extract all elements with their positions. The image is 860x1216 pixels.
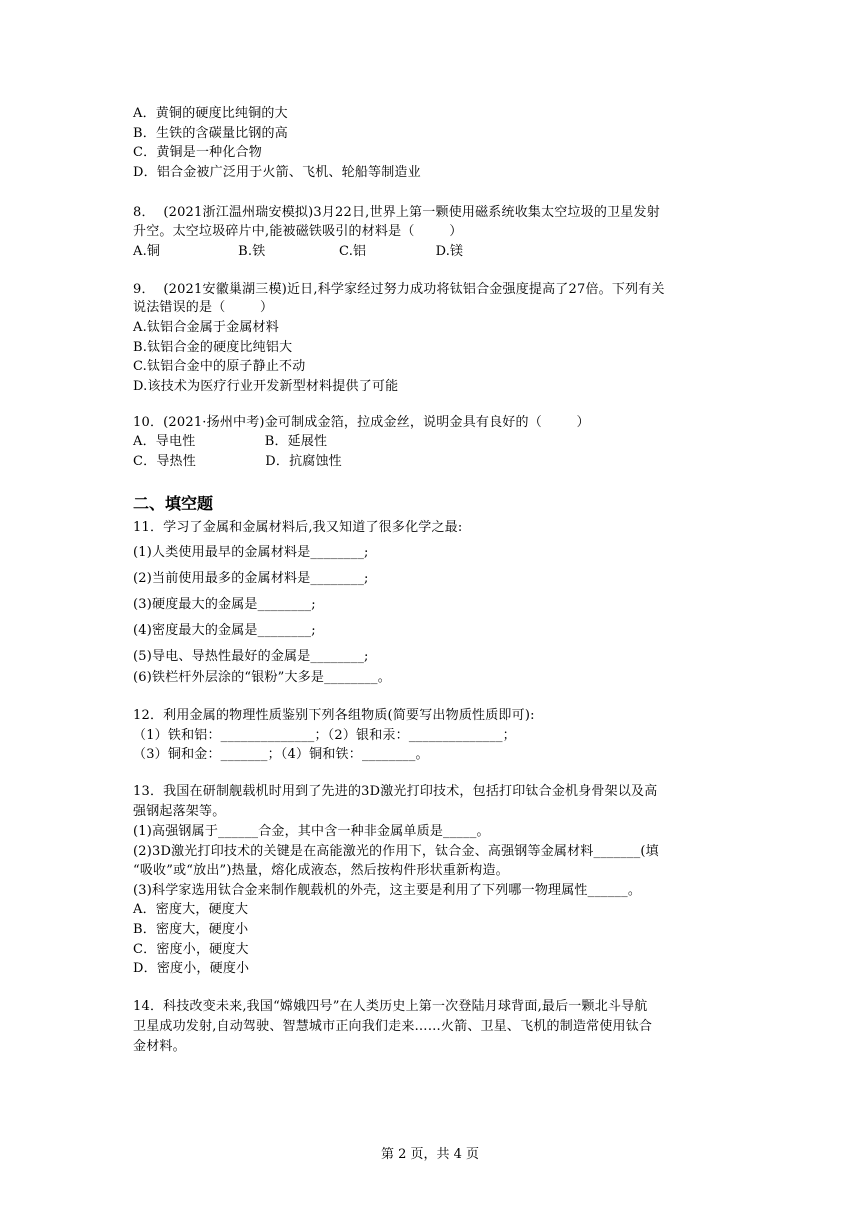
q7-option-d: D．铝合金被广泛用于火箭、飞机、轮船等制造业 [133,165,421,180]
q13-part-2-line2: “吸收”或“放出”)热量，熔化成液态，然后按构件形状重新构造。 [133,863,509,878]
q7-option-c: C．黄铜是一种化合物 [133,145,262,160]
q11-item-5: (5)导电、导热性最好的金属是________; [133,649,369,664]
q13-option-d: D．密度小，硬度小 [133,961,250,976]
q12-stem: 12．利用金属的物理性质鉴别下列各组物质(简要写出物质性质即可): [133,708,535,723]
q10-options-ab: A．导电性 B．延展性 [133,434,328,449]
q11-item-6: (6)铁栏杆外层涂的“银粉”大多是________。 [133,670,391,685]
q9-option-b: B.钛铝合金的硬度比纯铝大 [133,340,293,355]
q10-options-cd: C．导热性 D．抗腐蚀性 [133,454,342,469]
q9-option-c: C.钛铝合金中的原子静止不动 [133,359,306,374]
q13-part-2-line1: (2)3D激光打印技术的关键是在高能激光的作用下，钛合金、高强钢等金属材料_______(填 [133,844,659,859]
q13-option-b: B．密度大，硬度小 [133,922,249,937]
q8-stem-line2: 升空。太空垃圾碎片中,能被磁铁吸引的材料是（ ） [133,224,463,239]
q14-stem-line2: 卫星成功发射,自动驾驶、智慧城市正向我们走来……火箭、卫星、飞机的制造常使用钛合 [133,1019,653,1034]
q10-stem: 10．(2021·扬州中考)金可制成金箔，拉成金丝，说明金具有良好的（ ） [133,415,590,430]
page-number-footer: 第 2 页，共 4 页 [380,1147,480,1162]
q13-stem-line1: 13．我国在研制舰载机时用到了先进的3D激光打印技术，包括打印钛合金机身骨架以及高 [133,784,658,799]
q13-part-1: (1)高强钢属于______合金，其中含一种非金属单质是_____。 [133,824,490,839]
q9-option-d: D.该技术为医疗行业开发新型材料提供了可能 [133,379,399,394]
q12-items-1-2: （1）铁和铝：______________；（2）银和汞：______________； [133,728,516,743]
q13-option-c: C．密度小，硬度大 [133,942,249,957]
q14-stem-line3: 金材料。 [133,1039,186,1054]
q14-stem-line1: 14．科技改变未来,我国“嫦娥四号”在人类历史上第一次登陆月球背面,最后一颗北斗导航 [133,999,648,1014]
q8-options: A.铜 B.铁 C.铝 D.镁 [133,244,464,259]
q8-stem-line1: 8． (2021浙江温州瑞安模拟)3月22日,世界上第一颗使用磁系统收集太空垃圾的卫星发射 [133,205,660,220]
q9-stem-line1: 9． (2021安徽巢湖三模)近日,科学家经过努力成功将钛铝合金强度提高了27倍。下列有关 [133,282,665,297]
q11-item-2: (2)当前使用最多的金属材料是________; [133,571,369,586]
q7-option-a: A．黄铜的硬度比纯铜的大 [133,106,288,121]
q7-option-b: B．生铁的含碳量比钢的高 [133,126,288,141]
section-title: 二、填空题 [133,494,214,513]
q13-option-a: A．密度大，硬度大 [133,902,249,917]
q9-stem-line2: 说法错误的是（ ） [133,300,274,315]
q13-part-3: (3)科学家选用钛合金来制作舰载机的外壳，这主要是利用了下列哪一物理属性______。 [133,883,642,898]
q12-items-3-4: （3）铜和金：_______；（4）铜和铁：________。 [133,747,429,762]
q13-stem-line2: 强钢起落架等。 [133,804,226,819]
q11-item-1: (1)人类使用最早的金属材料是________; [133,545,369,560]
q11-item-4: (4)密度最大的金属是________; [133,623,316,638]
q11-stem: 11．学习了金属和金属材料后,我又知道了很多化学之最: [133,520,463,535]
q11-item-3: (3)硬度最大的金属是________; [133,597,316,612]
q9-option-a: A.钛铝合金属于金属材料 [133,320,279,335]
